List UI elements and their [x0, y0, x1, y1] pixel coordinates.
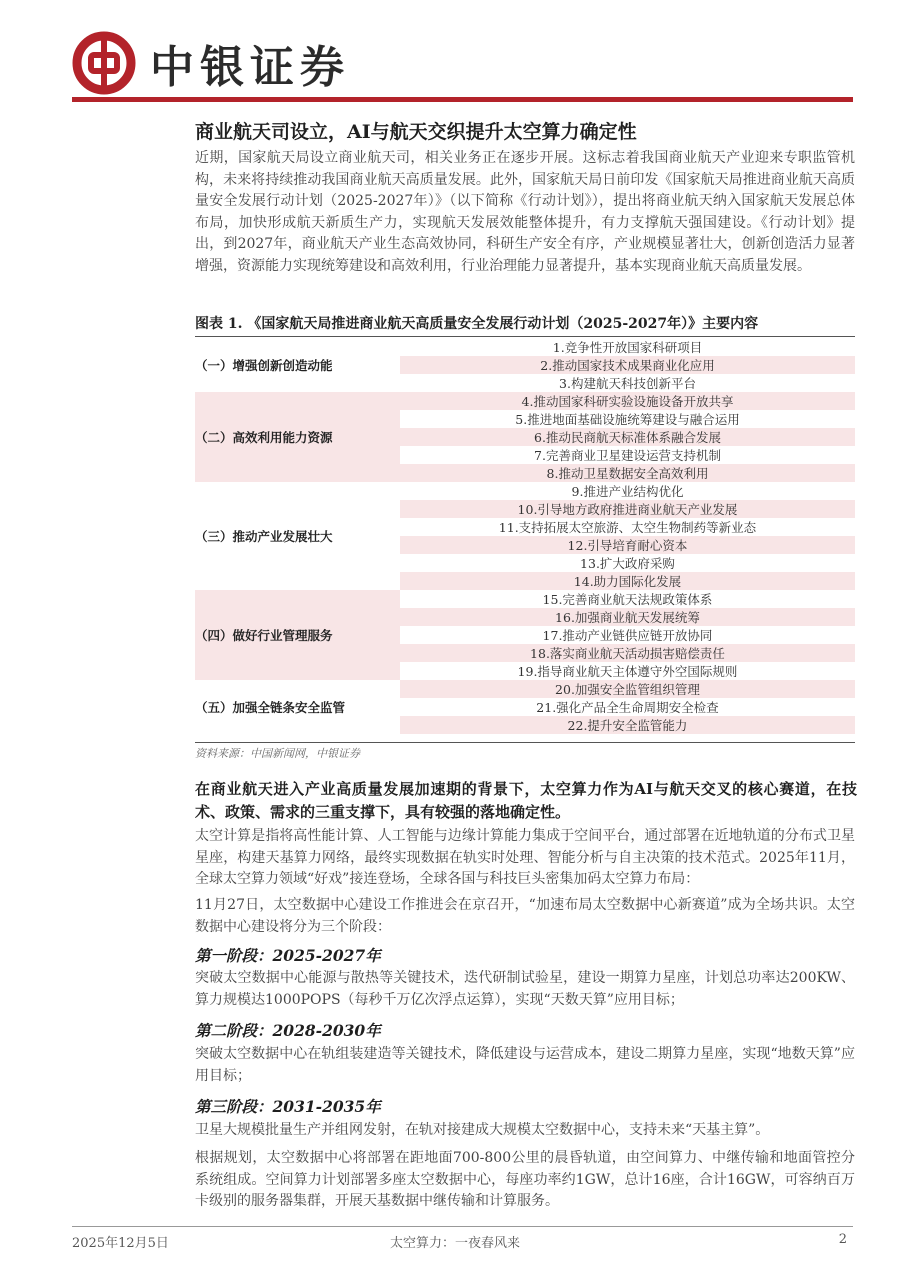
stage-2-text: 突破太空数据中心在轨组装建造等关键技术，降低建设与运营成本，建设二期算力星座，实现“地数天算”应用目标；: [195, 1046, 855, 1084]
brand-name: 中银证券: [150, 42, 350, 93]
table-row: [195, 590, 855, 608]
table-row: [195, 482, 855, 500]
table-item: 9.推进产业结构优化: [571, 484, 684, 499]
footer-title: 太空算力：一夜春风来: [390, 1236, 521, 1251]
table-item: 6.推动民商航天标准体系融合发展: [400, 428, 855, 446]
table-row: [195, 680, 855, 698]
table-item: 1.竞争性开放国家科研项目: [552, 340, 703, 355]
bank-of-china-logo-icon: [72, 31, 136, 95]
table-item: 3.构建航天科技创新平台: [559, 376, 696, 391]
figure-bottom-rule: [195, 742, 855, 743]
footer-divider: [72, 1226, 853, 1227]
stage-3-title: 第三阶段：2031-2035年: [195, 1097, 381, 1116]
table-category: （一）增强创新创造动能: [195, 358, 333, 373]
table-item: 12.引导培育耐心资本: [400, 536, 855, 554]
table-item: 7.完善商业卫星建设运营支持机制: [534, 448, 721, 463]
table-item: 17.推动产业链供应链开放协同: [542, 628, 713, 643]
table-item: 5.推进地面基础设施统筹建设与融合运用: [515, 412, 740, 427]
section-title: 商业航天司设立，AI与航天交织提升太空算力确定性: [195, 121, 637, 143]
table-category: （五）加强全链条安全监管: [195, 700, 346, 715]
table-item: 2.推动国家技术成果商业化应用: [400, 356, 855, 374]
table-item: 8.推动卫星数据安全高效利用: [400, 464, 855, 482]
table-item: 18.落实商业航天活动损害赔偿责任: [400, 644, 855, 662]
table-item: 19.指导商业航天主体遵守外空国际规则: [517, 664, 738, 679]
table-item: 13.扩大政府采购: [580, 556, 675, 571]
figure-top-rule: [195, 336, 855, 337]
table-item: 16.加强商业航天发展统筹: [400, 608, 855, 626]
stage-2-title: 第二阶段：2028-2030年: [195, 1021, 381, 1040]
lead-paragraph: 在商业航天进入产业高质量发展加速期的背景下，太空算力作为AI与航天交叉的核心赛道，在技术、政策、需求的三重支撑下，具有较强的落地确定性。: [195, 780, 857, 821]
table-category: （四）做好行业管理服务: [195, 590, 400, 680]
table-item: 14.助力国际化发展: [400, 572, 855, 590]
table-row: [195, 392, 855, 410]
figure-source: 资料来源：中国新闻网，中银证券: [195, 747, 360, 760]
stage-1-text: 突破太空数据中心能源与散热等关键技术，迭代研制试验星，建设一期算力星座，计划总功率达200KW、算力规模达1000POPS（每秒千万亿次浮点运算），实现“天数天算”应用目标；: [195, 970, 855, 1008]
paragraph-space-computing: 太空计算是指将高性能计算、人工智能与边缘计算能力集成于空间平台，通过部署在近地轨道的分布式卫星星座，构建天基算力网络，最终实现数据在轨实时处理、智能分析与自主决策的技术范式。2025年11月，全球太空算力领域“好戏”接连登场，全球各国与科技巨头密集加码太空算力布局：: [195, 828, 855, 887]
table-row: [195, 338, 855, 356]
page-number: 2: [838, 1232, 847, 1247]
table-item: 20.加强安全监管组织管理: [400, 680, 855, 698]
paragraph-intro: 近期，国家航天局设立商业航天司，相关业务正在逐步开展。这标志着我国商业航天产业迎来专职监管机构，未来将持续推动我国商业航天高质量发展。此外，国家航天局日前印发《国家航天局推进商业航天高质量安全发展行动计划（2025-2027年）》（以下简称《行动计划》），提出将商业航天纳入国家航天发展总体布局，加快形成航天新质生产力，实现航天发展效能整体提升，有力支撑航天强国建设。《行动计划》提出，到2027年，商业航天产业生态高效协同，科研生产安全有序，产业规模显著壮大，创新创造活力显著增强，资源能力实现统筹建设和高效利用，行业治理能力显著提升，基本实现商业航天高质量发展。: [195, 150, 855, 274]
stage-3-text: 卫星大规模批量生产并组网发射，在轨对接建成大规模太空数据中心，支持未来“天基主算”。: [195, 1122, 770, 1138]
plan-table: [195, 338, 855, 734]
table-item: 15.完善商业航天法规政策体系: [542, 592, 713, 607]
table-category: （三）推动产业发展壮大: [195, 529, 333, 544]
table-category: （二）高效利用能力资源: [195, 392, 400, 482]
table-item: 21.强化产品全生命周期安全检查: [536, 700, 719, 715]
table-item: 10.引导地方政府推进商业航天产业发展: [400, 500, 855, 518]
table-item: 22.提升安全监管能力: [400, 716, 855, 734]
figure-title: 图表 1. 《国家航天局推进商业航天高质量安全发展行动计划（2025-2027年）》主要内容: [195, 316, 759, 332]
table-item: 4.推动国家科研实验设施设备开放共享: [400, 392, 855, 410]
paragraph-conference: 11月27日，太空数据中心建设工作推进会在京召开，“加速布局太空数据中心新赛道”成为全场共识。太空数据中心建设将分为三个阶段：: [195, 897, 855, 935]
stage-1-title: 第一阶段：2025-2027年: [195, 946, 381, 965]
paragraph-plan: 根据规划，太空数据中心将部署在距地面700-800公里的晨昏轨道，由空间算力、中继传输和地面管控分系统组成。空间算力计划部署多座太空数据中心，每座功率约1GW，总计16座，合计16GW，可容纳百万卡级别的服务器集群，开展天基数据中继传输和计算服务。: [195, 1150, 855, 1209]
footer-date: 2025年12月5日: [72, 1236, 169, 1251]
header-divider: [72, 97, 853, 102]
header: [72, 28, 350, 98]
table-item: 11.支持拓展太空旅游、太空生物制药等新业态: [498, 520, 757, 535]
